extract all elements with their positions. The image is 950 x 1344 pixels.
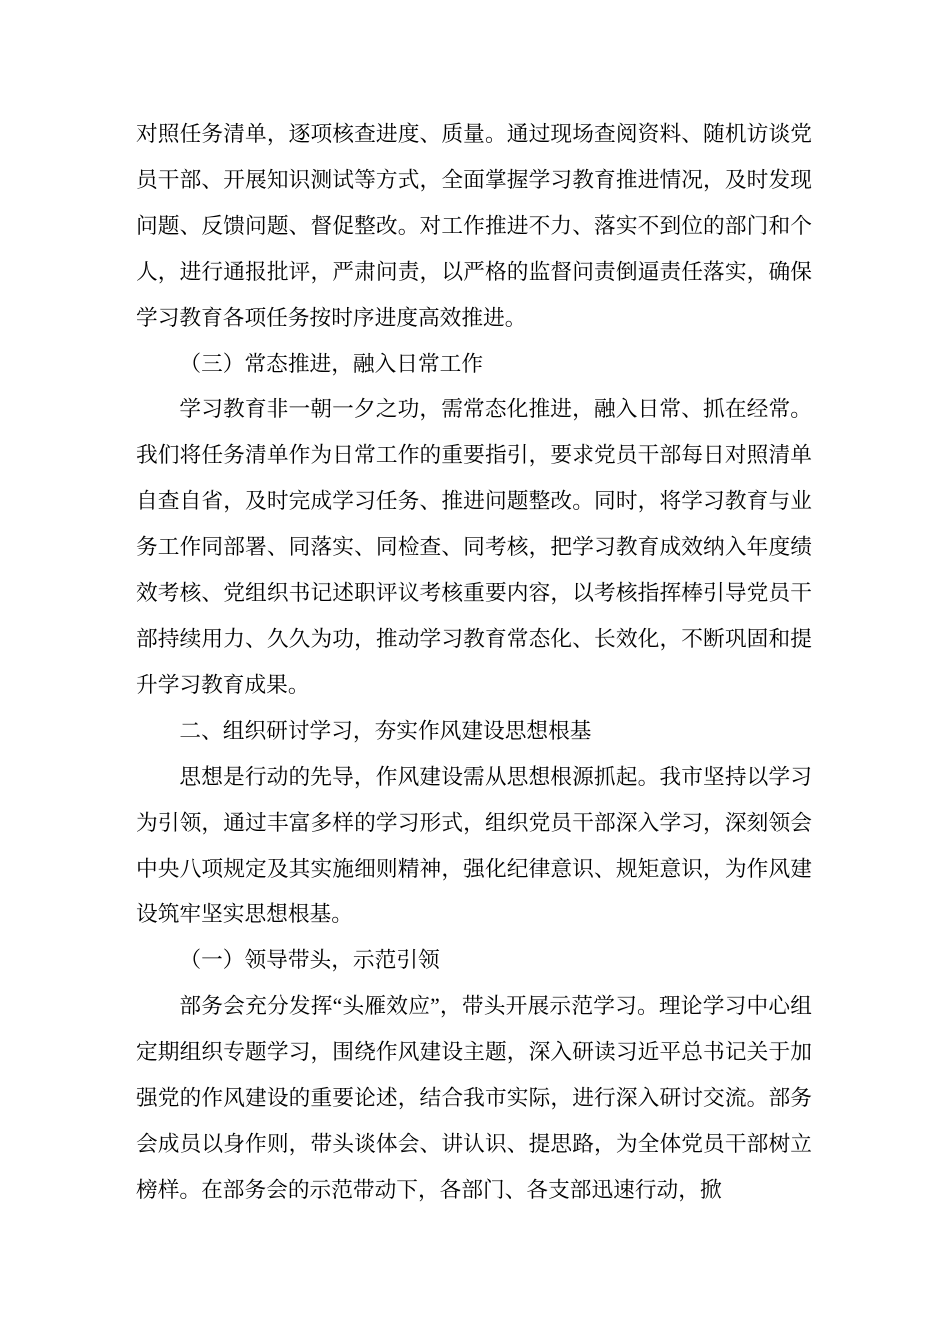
section-heading: （三）常态推进，融入日常工作	[179, 351, 484, 376]
body-paragraph: 学习教育非一朝一夕之功，需常态化推进，融入日常、抓在经常。我们将任务清单作为日常工作的重要指引，要求党员干部每日对照清单自查自省，及时完成学习任务、推进问题整改。同时，将学习教育与业务工作同部署、同落实、同检查、同考核，把学习教育成效纳入年度绩效考核、党组织书记述职评议考核重要内容，以考核指挥棒引导党员干部持续用力、久久为功，推动学习教育常态化、长效化，不断巩固和提升学习教育成果。	[136, 397, 812, 697]
body-paragraph: 思想是行动的先导，作风建设需从思想根源抓起。我市坚持以学习为引领，通过丰富多样的学习形式，组织党员干部深入学习，深刻领会中央八项规定及其实施细则精神，强化纪律意识、规矩意识，为作风建设筑牢坚实思想根基。	[136, 764, 812, 927]
document-content	[136, 112, 812, 1214]
body-paragraph: 部务会充分发挥“头雁效应”，带头开展示范学习。理论学习中心组定期组织专题学习，围绕作风建设主题，深入研读习近平总书记关于加强党的作风建设的重要论述，结合我市实际，进行深入研讨交流。部务会成员以身作则，带头谈体会、讲认识、提思路，为全体党员干部树立榜样。在部务会的示范带动下，各部门、各支部迅速行动，掀	[136, 994, 812, 1202]
section-heading: 二、组织研讨学习，夯实作风建设思想根基	[179, 718, 592, 743]
body-paragraph: 对照任务清单，逐项核查进度、质量。通过现场查阅资料、随机访谈党员干部、开展知识测试等方式，全面掌握学习教育推进情况，及时发现问题、反馈问题、督促整改。对工作推进不力、落实不到位的部门和个人，进行通报批评，严肃问责，以严格的监督问责倒逼责任落实，确保学习教育各项任务按时序进度高效推进。	[136, 122, 812, 330]
section-heading: （一）领导带头，示范引领	[179, 948, 440, 973]
